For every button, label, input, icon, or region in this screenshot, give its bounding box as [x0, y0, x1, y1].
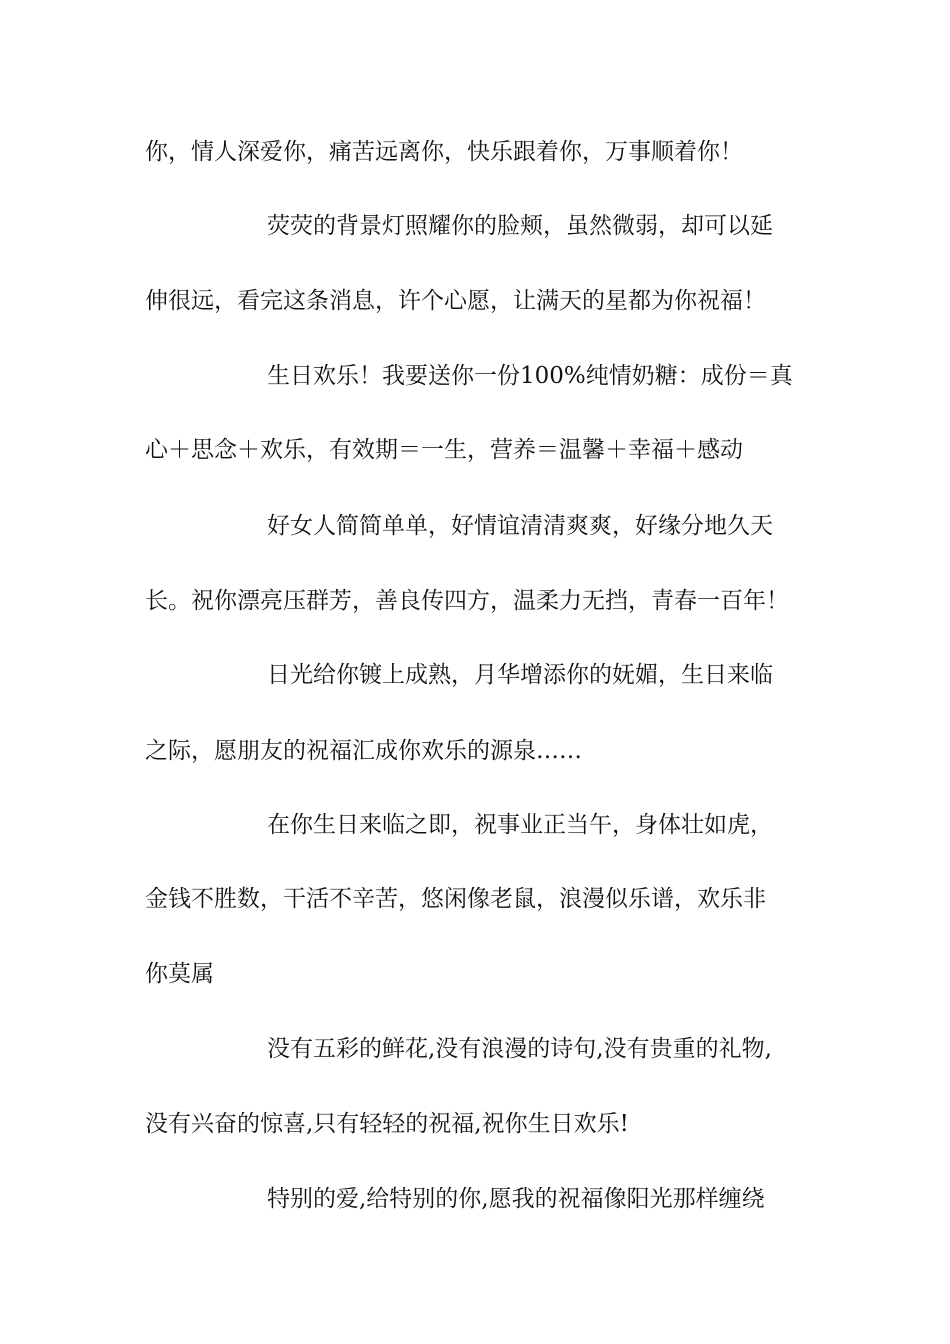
text-line-6: 好女人简简单单，好情谊清清爽爽，好缘分地久天 [267, 513, 773, 539]
text-line-3: 伸很远，看完这条消息，许个心愿，让满天的星都为你祝福！ [145, 288, 766, 314]
text-line-11: 金钱不胜数，干活不辛苦，悠闲像老鼠，浪漫似乐谱，欢乐非 [145, 886, 766, 912]
text-line-1: 你，情人深爱你，痛苦远离你，快乐跟着你，万事顺着你！ [145, 139, 743, 165]
text-line-4: 生日欢乐！我要送你一份100%纯情奶糖：成份＝真 [267, 363, 793, 389]
text-line-14: 没有兴奋的惊喜,只有轻轻的祝福,祝你生日欢乐! [145, 1111, 629, 1137]
text-line-9: 之际，愿朋友的祝福汇成你欢乐的源泉…… [145, 738, 582, 764]
text-line-15: 特别的爱,给特别的你,愿我的祝福像阳光那样缠绕 [267, 1186, 765, 1212]
text-line-2: 荧荧的背景灯照耀你的脸颊，虽然微弱，却可以延 [267, 213, 773, 239]
text-line-8: 日光给你镀上成熟，月华增添你的妩媚，生日来临 [267, 662, 773, 688]
text-line-10: 在你生日来临之即，祝事业正当午，身体壮如虎， [267, 812, 773, 838]
text-line-5: 心＋思念＋欢乐，有效期＝一生，营养＝温馨＋幸福＋感动 [145, 437, 743, 463]
text-line-7: 长。祝你漂亮压群芳，善良传四方，温柔力无挡，青春一百年！ [145, 588, 789, 614]
text-line-12: 你莫属 [145, 961, 214, 987]
text-line-13: 没有五彩的鲜花,没有浪漫的诗句,没有贵重的礼物, [267, 1036, 772, 1062]
